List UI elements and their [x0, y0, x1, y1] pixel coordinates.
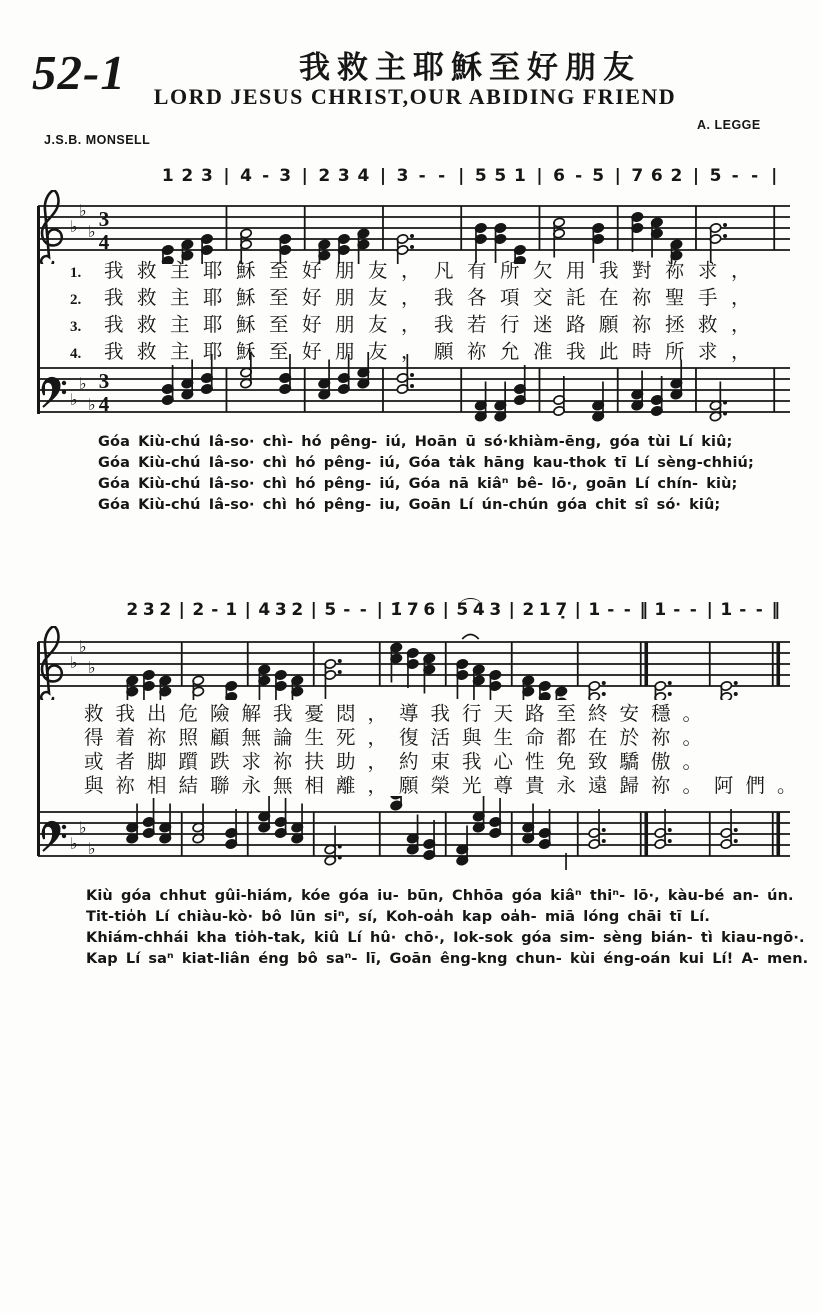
bass-clef-dot — [62, 834, 66, 838]
jianpu-token: 6 — [553, 166, 565, 186]
chinese-verses-2 — [36, 702, 809, 798]
jianpu-token: 2 — [181, 166, 194, 186]
slur — [462, 635, 479, 640]
romanized-line: Kap Lí saⁿ kiat-liân éng bô saⁿ- lī, Goān êng-kng chun- kùi éng-oán kui Lí! A- men. — [86, 951, 809, 967]
augmentation-dot — [602, 839, 606, 843]
lyricist-credit: J.S.B. MONSELL — [44, 133, 151, 147]
jianpu-token: 1 — [588, 600, 601, 620]
jianpu-token: 1̇ — [390, 600, 403, 620]
augmentation-dot — [410, 384, 414, 388]
jianpu-token: 4 — [472, 600, 485, 620]
jianpu-token: 5 — [592, 166, 605, 186]
jianpu-token: 2 — [291, 600, 304, 620]
jianpu-token: | — [379, 166, 387, 186]
augmentation-dot — [602, 828, 606, 832]
flat-icon: ♭ — [79, 374, 87, 393]
jianpu-token: | — [706, 600, 713, 620]
jianpu-token: 6 — [423, 600, 436, 620]
jianpu-token: 1 — [654, 600, 667, 620]
jianpu-token: 1 — [161, 166, 174, 186]
treble-staff-2 — [36, 626, 792, 700]
jianpu-token: | — [310, 600, 317, 620]
bass-staff-1 — [36, 352, 792, 426]
augmentation-dot — [338, 659, 342, 663]
romanized-line: Góa Kiù-chú Iâ-so· chì hó pêng- iú, Góa ta̍k hāng kau-thok tī Lí sèng-chhiú; — [98, 455, 754, 471]
augmentation-dot — [602, 681, 606, 685]
verse-text: 我救主耶穌至好朋友，凡有所欠用我對祢求， — [104, 260, 765, 282]
flat-icon: ♭ — [79, 818, 87, 837]
jianpu-token: - — [673, 600, 681, 620]
jianpu-token: - — [623, 600, 631, 620]
bass-clef-icon — [43, 822, 60, 851]
jianpu-number-line-1 — [36, 166, 792, 190]
jianpu-token: 3 — [200, 166, 213, 186]
augmentation-dot — [734, 681, 738, 685]
jianpu-token: | — [223, 166, 230, 186]
jianpu-token: 5 — [324, 600, 337, 620]
jianpu-token: 1 — [720, 600, 733, 620]
jianpu-token: 4 — [357, 166, 370, 186]
jianpu-token: - — [359, 600, 367, 620]
romanized-line: Khiám-chhái kha tio̍h-tak, kiû Lí hû· chō·, Iok-sok góa sim- sèng bián- tì kiau-ngō·. — [86, 930, 805, 946]
augmentation-dot — [734, 692, 738, 696]
jianpu-token: | — [178, 600, 185, 620]
flat-icon: ♭ — [70, 653, 78, 672]
jianpu-token: - — [731, 166, 739, 186]
augmentation-dot — [723, 401, 727, 405]
verse-text: 我救主耶穌至好朋友，我各項交託在祢聖手， — [104, 287, 765, 309]
romanized-line: Tit-tio̍h Lí chiàu-kò· bô lūn siⁿ, sí, Koh-oa̍h kap oa̍h- miā lóng chāi tī Lí. — [86, 909, 710, 925]
verse-line — [36, 258, 792, 285]
flat-icon: ♭ — [70, 834, 78, 853]
music-system-2 — [36, 600, 809, 980]
flat-icon: ♭ — [70, 217, 78, 236]
time-signature: 3 — [98, 369, 110, 393]
flat-icon: ♭ — [88, 658, 96, 677]
jianpu-token: | — [692, 166, 700, 186]
jianpu-token: 3 — [142, 600, 155, 620]
bass-clef-dot — [62, 381, 66, 385]
treble-staff-1 — [36, 190, 792, 264]
augmentation-dot — [602, 692, 606, 696]
flat-icon: ♭ — [79, 637, 87, 656]
jianpu-token: 3 — [337, 166, 350, 186]
augmentation-dot — [410, 373, 414, 377]
jianpu-token: | — [458, 166, 465, 186]
jianpu-token: 2 — [126, 600, 139, 620]
augmentation-dot — [410, 245, 414, 249]
jianpu-token: - — [418, 166, 426, 186]
augmentation-dot — [668, 681, 672, 685]
chinese-verses-1 — [36, 258, 792, 366]
jianpu-token: | — [442, 600, 449, 620]
romanized-verses-2 — [36, 886, 809, 970]
augmentation-dot — [338, 856, 342, 860]
jianpu-token: 1 — [538, 600, 551, 620]
romanized-line: Kiù góa chhut gûi-hiám, kóe góa iu- būn, Chhōa góa kiâⁿ thiⁿ- lō·, kàu-bé an- ún. — [86, 888, 794, 904]
verse-line — [36, 702, 792, 726]
romanized-line: Góa Kiù-chú Iâ-so· chì hó pêng- iú, Góa nā kiâⁿ bê- lō·, goān Lí chín- kiù; — [98, 476, 738, 492]
verse-line — [36, 750, 792, 774]
verse-text: 與祢相結聯永無相離，願榮光尊貴永遠歸祢。阿們。 — [84, 775, 809, 797]
verse-line — [36, 774, 809, 798]
jianpu-token: 3 — [279, 166, 292, 186]
time-signature: 4 — [98, 230, 110, 254]
verse-number: 1. — [70, 265, 82, 281]
jianpu-token: - — [343, 600, 351, 620]
verse-text: 救我出危險解我憂悶，導我行天路至終安穩。 — [84, 703, 715, 725]
treble-clef-icon — [41, 190, 62, 264]
jianpu-token: ‖ — [639, 600, 648, 620]
jianpu-token: 5 — [474, 166, 487, 186]
jianpu-token: - — [751, 166, 759, 186]
jianpu-token: 6 — [650, 166, 663, 186]
augmentation-dot — [410, 234, 414, 238]
verse-line — [36, 726, 792, 750]
treble-clef-icon — [41, 626, 62, 700]
jianpu-token: 2 — [522, 600, 535, 620]
verse-number: 2. — [70, 292, 82, 308]
jianpu-token: - — [211, 600, 219, 620]
jianpu-token: 4 — [258, 600, 271, 620]
augmentation-dot — [734, 839, 738, 843]
augmentation-dot — [668, 839, 672, 843]
bass-clef-dot — [62, 390, 66, 394]
bass-staff-2 — [36, 796, 792, 870]
jianpu-token: - — [607, 600, 615, 620]
flat-icon: ♭ — [70, 390, 78, 409]
augmentation-dot — [723, 223, 727, 227]
jianpu-token: | — [301, 166, 308, 186]
hymn-number: 52-1 — [32, 45, 126, 100]
jianpu-token: | — [574, 600, 581, 620]
jianpu-number-line-2 — [36, 600, 792, 624]
flat-icon: ♭ — [88, 395, 96, 414]
jianpu-token: 1 — [513, 166, 526, 186]
jianpu-token: | — [508, 600, 515, 620]
jianpu-token: 2 — [318, 166, 331, 186]
augmentation-dot — [723, 234, 727, 238]
verse-line — [36, 312, 792, 339]
jianpu-token: - — [575, 166, 583, 186]
jianpu-token: ‖ — [771, 600, 780, 620]
flat-icon: ♭ — [88, 839, 96, 858]
romanized-line: Góa Kiù-chú Iâ-so· chì hó pêng- iu, Goān Lí ún-chún góa chit sî só· kiû; — [98, 497, 721, 513]
augmentation-dot — [723, 412, 727, 416]
jianpu-token: | — [244, 600, 251, 620]
jianpu-token: - — [689, 600, 697, 620]
time-signature: 4 — [98, 392, 110, 416]
flat-icon: ♭ — [79, 201, 87, 220]
romanized-verses-1 — [36, 432, 792, 516]
jianpu-token: 5 — [494, 166, 507, 186]
verse-text: 我救主耶穌至好朋友，我若行迷路願祢拯救， — [104, 314, 765, 336]
augmentation-dot — [668, 692, 672, 696]
jianpu-token: - — [739, 600, 747, 620]
augmentation-dot — [338, 670, 342, 674]
jianpu-token: 3 — [489, 600, 502, 620]
bass-clef-icon — [43, 378, 60, 407]
jianpu-token: | — [614, 166, 621, 186]
verse-number: 4. — [70, 346, 82, 362]
jianpu-token: 7̣ — [555, 600, 568, 620]
verse-text: 我救主耶穌至好朋友，願祢允准我此時所求， — [104, 341, 765, 363]
romanized-line: Góa Kiù-chú Iâ-so· chì- hó pêng- iú, Hoān ū só·khiàm-ēng, góa tùi Lí kiû; — [98, 434, 733, 450]
time-signature: 3 — [98, 207, 110, 231]
flat-icon: ♭ — [88, 222, 96, 241]
jianpu-token: | — [771, 166, 778, 186]
title-english: LORD JESUS CHRIST,OUR ABIDING FRIEND — [153, 84, 677, 109]
jianpu-token: - — [438, 166, 446, 186]
jianpu-token: 7 — [631, 166, 644, 186]
augmentation-dot — [668, 828, 672, 832]
jianpu-token: | — [376, 600, 383, 620]
jianpu-token: 2 — [670, 166, 683, 186]
jianpu-token: - — [262, 166, 270, 186]
verse-line — [36, 285, 792, 312]
jianpu-token: 2 — [192, 600, 205, 620]
music-system-1 — [36, 166, 792, 546]
jianpu-token: 1 — [225, 600, 238, 620]
jianpu-token: | — [536, 166, 543, 186]
title-chinese: 我救主耶穌至好朋友 — [299, 50, 641, 85]
verse-text: 或者脚躓跌求祢扶助，約束我心性免致驕傲。 — [84, 751, 715, 773]
jianpu-token: 3 — [274, 600, 287, 620]
jianpu-token: 5 — [709, 166, 722, 186]
jianpu-token: 3 — [396, 166, 409, 186]
jianpu-token: 4 — [240, 166, 252, 186]
jianpu-token: 7 — [406, 600, 419, 620]
jianpu-token: 5 — [456, 600, 469, 620]
composer-credit: A. LEGGE — [697, 118, 761, 132]
jianpu-token: - — [755, 600, 763, 620]
augmentation-dot — [338, 845, 342, 849]
augmentation-dot — [734, 828, 738, 832]
verse-text: 得着祢照顧無論生死，復活與生命都在於祢。 — [84, 727, 715, 749]
jianpu-token: 2 — [159, 600, 172, 620]
slur-arc — [459, 598, 482, 607]
bass-clef-dot — [62, 825, 66, 829]
verse-number: 3. — [70, 319, 82, 335]
